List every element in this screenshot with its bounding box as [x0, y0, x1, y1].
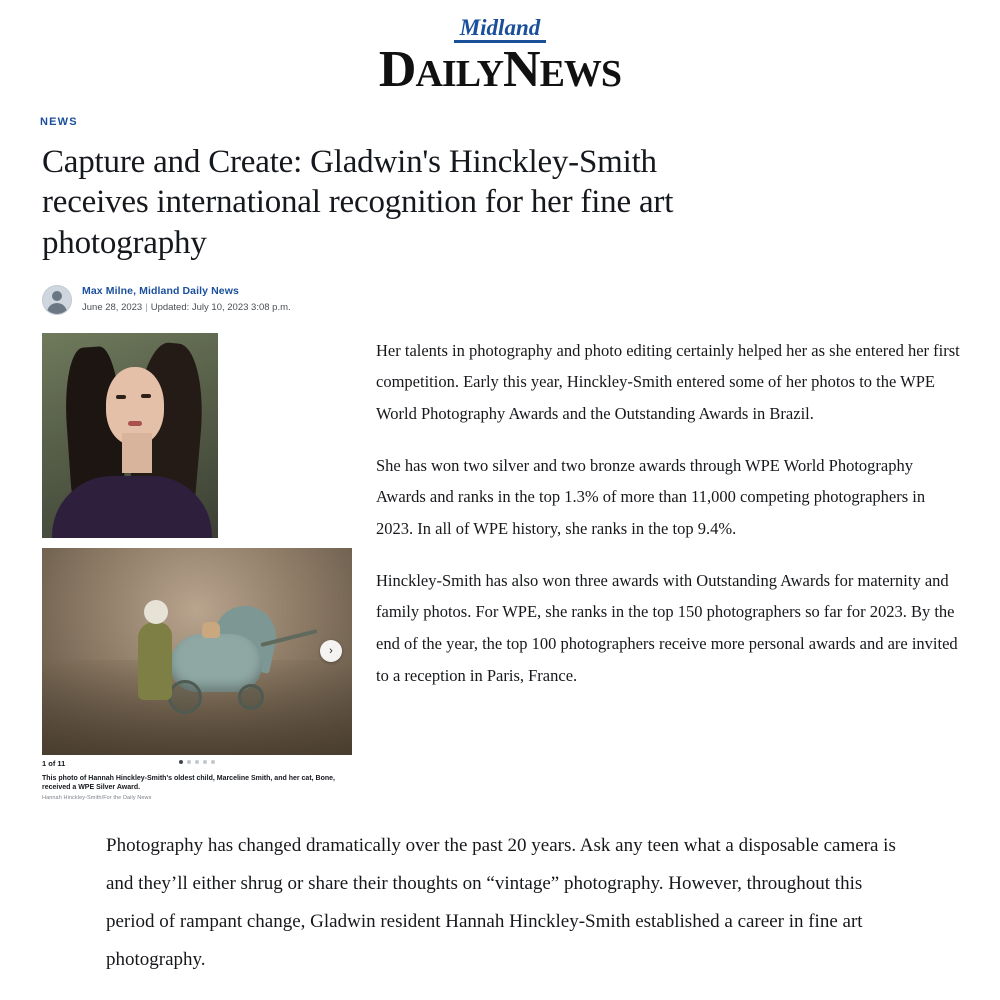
- gallery-credit: Hannah Hinckley-Smith/For the Daily News: [42, 794, 152, 801]
- gallery-meta: [42, 759, 352, 771]
- logo-d: D: [378, 41, 416, 98]
- page-title: Capture and Create: Gladwin's Hinckley-Smith receives international recognition for her fine art photography: [42, 144, 674, 261]
- gallery-dot-1[interactable]: [179, 760, 183, 764]
- section-kicker[interactable]: NEWS: [40, 116, 78, 128]
- lede-paragraph: Photography has changed dramatically over the past 20 years. Ask any teen what a disposable camera is and they’ll either shrug or share their thoughts on “vintage” photography. However, throughout this period of rampant change, Gladwin resident Hannah Hinckley-Smith established a career in fine art photography.: [106, 834, 896, 970]
- portrait-eye-left: [116, 395, 126, 399]
- site-masthead: [0, 0, 1000, 96]
- portrait-neck: [122, 433, 152, 473]
- gallery-pram-wheel-back: [238, 684, 264, 710]
- byline-text: [82, 285, 291, 314]
- article-body: [40, 333, 960, 801]
- logo-dailynews-text: [378, 41, 622, 98]
- gallery-cat: [202, 622, 220, 638]
- avatar: [42, 285, 72, 315]
- logo-ews: EWS: [539, 53, 622, 95]
- lede-section: [0, 827, 1000, 979]
- portrait-lips: [128, 421, 142, 426]
- updated-date: Updated: July 10, 2023 3:08 p.m.: [150, 301, 291, 313]
- portrait-photo: [42, 333, 218, 538]
- portrait-eye-right: [141, 394, 151, 398]
- gallery-dot-5[interactable]: [211, 760, 215, 764]
- article-content: [0, 116, 1000, 801]
- gallery-child-head: [144, 600, 168, 624]
- published-date: June 28, 2023: [82, 301, 143, 313]
- gallery-counter: 1 of 11: [42, 758, 66, 768]
- body-paragraph: She has won two silver and two bronze awards through WPE World Photography Awards and ranks in the top 1.3% of more than 11,000 competing photographers in 2023. In all of WPE history, she ranks in the top 9.4%.: [376, 455, 926, 539]
- body-paragraph: Her talents in photography and photo editing certainly helped her as she entered her first competition. Early this year, Hinckley-Smith entered some of her photos to the WPE World Photography Awards and the Outstanding Awards in Brazil.: [376, 340, 960, 424]
- gallery-dot-2[interactable]: [187, 760, 191, 764]
- gallery-pram-wheel-front: [168, 680, 202, 714]
- byline-dates: [82, 302, 291, 314]
- logo-aily: AILY: [415, 53, 504, 95]
- gallery-dot-3[interactable]: [195, 760, 199, 764]
- gallery-next-button[interactable]: ›: [320, 640, 342, 662]
- gallery-child-body: [138, 622, 172, 700]
- byline-author[interactable]: Max Milne, Midland Daily News: [82, 285, 239, 298]
- logo-midland-text: Midland: [454, 16, 547, 43]
- gallery-caption: This photo of Hannah Hinckley-Smith's oldest child, Marceline Smith, and her cat, Bone, received a WPE Silver Award.: [42, 774, 335, 792]
- byline-separator: |: [145, 301, 148, 313]
- gallery-dot-4[interactable]: [203, 760, 207, 764]
- logo-n: N: [503, 41, 540, 98]
- byline: [42, 285, 960, 315]
- gallery-image[interactable]: [42, 548, 352, 755]
- media-column: [40, 333, 350, 801]
- gallery-dots[interactable]: [179, 760, 215, 764]
- body-paragraph: Hinckley-Smith has also won three awards with Outstanding Awards for maternity and family photos. For WPE, she ranks in the top 150 photographers so far for 2023. By the end of the year, the top 100 photographers receive more personal awards and are invited to a reception in Paris, France.: [376, 570, 958, 685]
- site-logo[interactable]: [379, 16, 621, 96]
- photo-gallery: [42, 548, 352, 801]
- text-column: [350, 333, 960, 712]
